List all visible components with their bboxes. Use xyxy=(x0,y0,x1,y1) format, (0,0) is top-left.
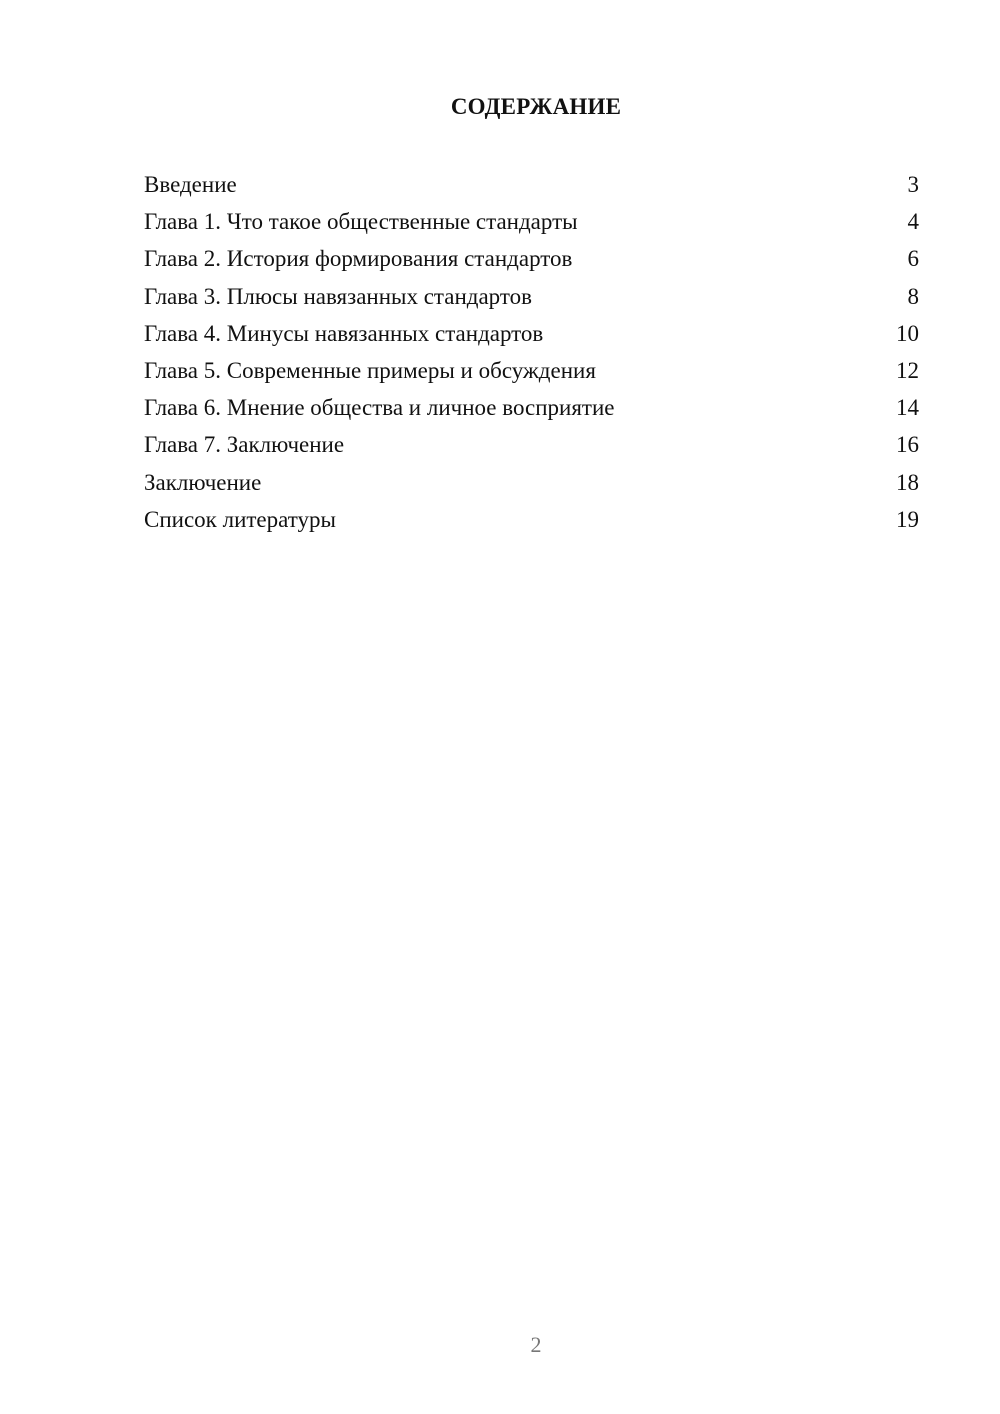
toc-entry-label: Глава 3. Плюсы навязанных стандартов xyxy=(144,283,532,309)
toc-entry-page: 3 xyxy=(907,172,919,197)
toc-entry-introduction xyxy=(144,166,919,203)
toc-entry-label: Глава 5. Современные примеры и обсуждения xyxy=(144,357,596,383)
toc-entry-chapter-7 xyxy=(144,426,919,463)
toc-entry-label: Заключение xyxy=(144,469,262,495)
toc-entry-chapter-6 xyxy=(144,389,919,426)
toc-entry-label: Глава 7. Заключение xyxy=(144,432,345,458)
toc-entry-label: Глава 6. Мнение общества и личное восприятие xyxy=(144,395,615,421)
page-title: СОДЕРЖАНИЕ xyxy=(450,94,622,119)
toc-entry-label: Глава 4. Минусы навязанных стандартов xyxy=(144,320,544,346)
toc-entry-conclusion xyxy=(144,464,919,501)
toc-entry-label: Глава 2. История формирования стандартов xyxy=(144,246,573,272)
toc-entry-label: Глава 1. Что такое общественные стандарты xyxy=(144,209,578,235)
toc-entry-page: 4 xyxy=(907,209,919,235)
toc-entry-chapter-3 xyxy=(144,278,919,315)
toc-entry-label: Введение xyxy=(144,172,237,197)
toc-entry-page: 10 xyxy=(896,320,919,346)
toc-entry-chapter-1 xyxy=(144,203,919,240)
toc-entry-chapter-2 xyxy=(144,240,919,277)
toc-entry-page: 16 xyxy=(896,432,919,458)
toc-entry-chapter-5 xyxy=(144,352,919,389)
toc-entry-page: 19 xyxy=(896,506,919,532)
toc-entry-page: 8 xyxy=(907,283,919,309)
page-number: 2 xyxy=(530,1332,542,1357)
toc-entry-page: 18 xyxy=(896,469,919,495)
toc-entry-chapter-4 xyxy=(144,315,919,352)
toc-entry-page: 6 xyxy=(907,246,919,272)
table-of-contents xyxy=(144,166,919,538)
toc-entry-page: 14 xyxy=(896,395,919,421)
toc-entry-label: Список литературы xyxy=(144,506,336,532)
toc-entry-page: 12 xyxy=(896,357,919,383)
toc-entry-references xyxy=(144,501,919,538)
